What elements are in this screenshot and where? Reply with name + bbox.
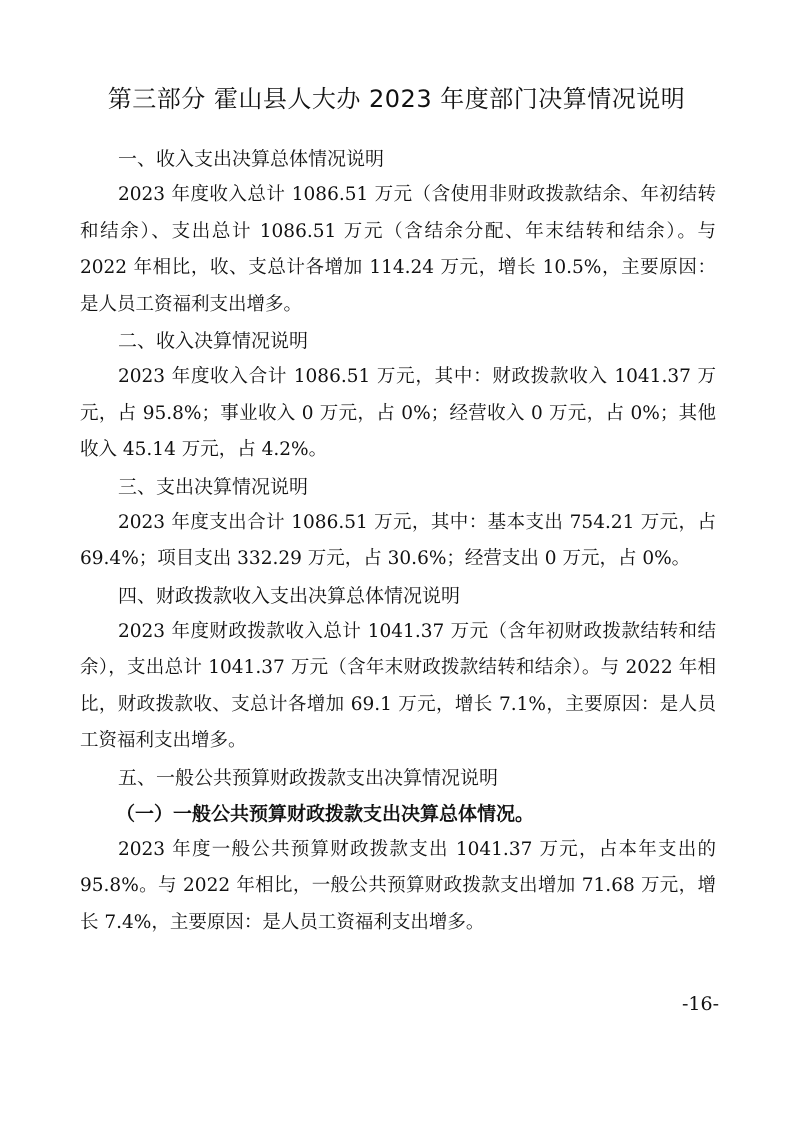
section-1-paragraph: 2023 年度收入总计 1086.51 万元（含使用非财政拨款结余、年初结转和结余）、支出总计 1086.51 万元（含结余分配、年末结转和结余）。与 2022 年相比，收、支总计各增加 114.24 万元，增长 10.5%，主要原因：是人员工资福利支出增多。	[80, 184, 716, 315]
section-5-subheading: （一）一般公共预算财政拨款支出决算总体情况。	[116, 802, 535, 825]
section-2-heading: 二、收入决算情况说明	[118, 330, 309, 352]
page-title: 第三部分 霍山县人大办 2023 年度部门决算情况说明	[107, 85, 686, 113]
section-4-paragraph: 2023 年度财政拨款收入总计 1041.37 万元（含年初财政拨款结转和结余），支出总计 1041.37 万元（含年末财政拨款结转和结余）。与 2022 年相比，财政拨款收、支总计各增加 69.1 万元，增长 7.1%，主要原因：是人员工资福利支出增多。	[80, 620, 716, 751]
section-3-paragraph: 2023 年度支出合计 1086.51 万元，其中：基本支出 754.21 万元，占 69.4%；项目支出 332.29 万元，占 30.6%；经营支出 0 万元，占 0%。	[80, 511, 716, 569]
section-4-heading: 四、财政拨款收入支出决算总体情况说明	[118, 584, 461, 607]
page-number: -16-	[681, 993, 719, 1015]
section-2-paragraph: 2023 年度收入合计 1086.51 万元，其中：财政拨款收入 1041.37 万元，占 95.8%；事业收入 0 万元，占 0%；经营收入 0 万元，占 0%；其他收入 45.14 万元，占 4.2%。	[80, 366, 716, 460]
section-5-paragraph: 2023 年度一般公共预算财政拨款支出 1041.37 万元，占本年支出的 95.8%。与 2022 年相比，一般公共预算财政拨款支出增加 71.68 万元，增长 7.4%，主要原因：是人员工资福利支出增多。	[80, 838, 716, 933]
document-body	[80, 141, 716, 941]
section-1-heading: 一、收入支出决算总体情况说明	[118, 148, 385, 170]
section-3-heading: 三、支出决算情况说明	[118, 475, 309, 498]
section-5-heading: 五、一般公共预算财政拨款支出决算情况说明	[118, 766, 499, 789]
